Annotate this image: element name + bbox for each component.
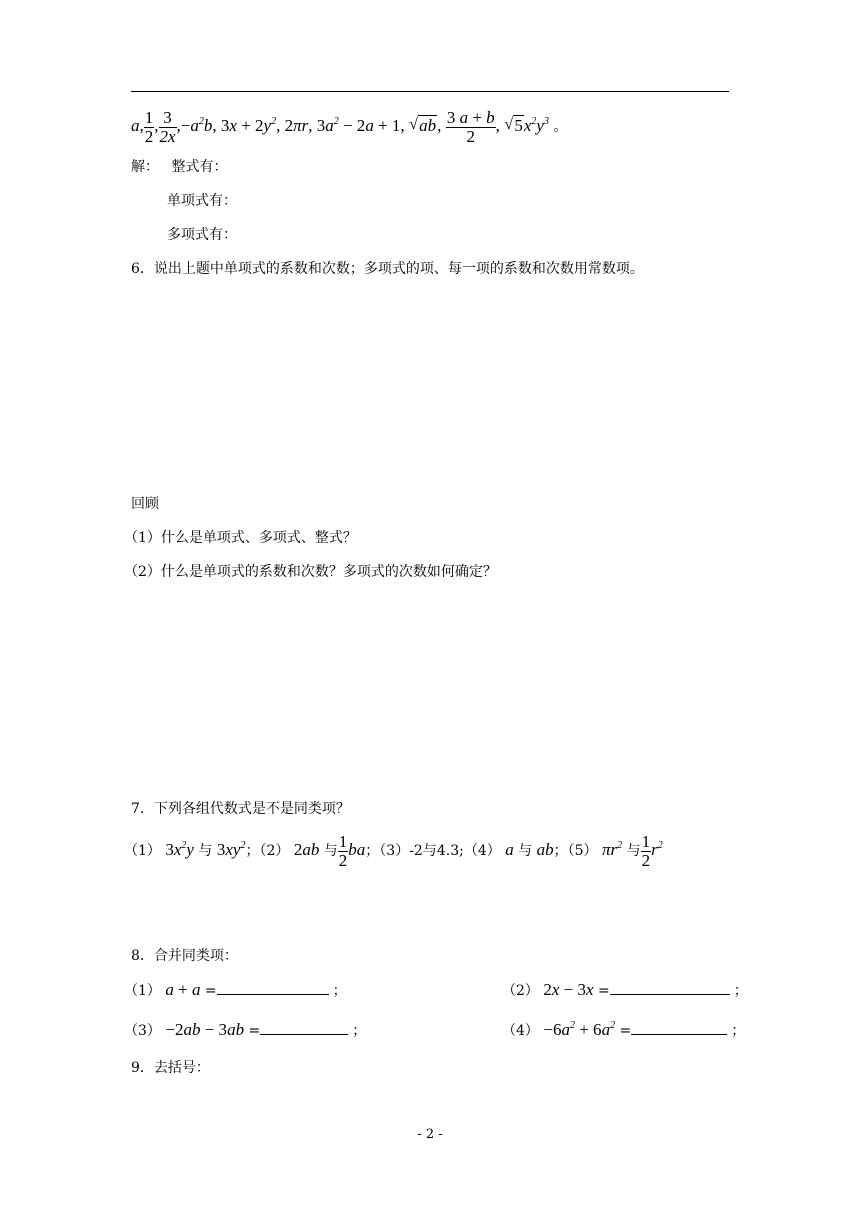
integer-label: 整式有： [171, 159, 228, 175]
expression-list: a, $\frac{1}{2}$ , $\frac{3}{2x}$ $,-a^2b$, $3x + 2y^2$, 2πr, $3a^2 - 2a + 1$, √ ab, $\frac{3 a + b}{2}$ , √ $5x^2y^3$ 。 [131, 106, 567, 147]
question-9: 9．去括号： [131, 1060, 210, 1076]
question-8-part-4: $(4) -6a^2 + 6a^2$ = ； [502, 1020, 746, 1039]
question-7-title: 7．下列各组代数式是不是同类项？ [131, 801, 350, 817]
question-8-part-3: （3） −2ab − 3ab = ； [124, 1020, 367, 1039]
answer-blank[interactable] [610, 981, 730, 995]
question-8-title: 8．合并同类项： [131, 948, 238, 964]
question-8-part-2: （2） 2x − 3x = ； [502, 980, 748, 999]
answer-label: 解： [131, 159, 159, 175]
expression-period: 。 [553, 119, 568, 135]
answer-blank[interactable] [217, 981, 329, 995]
question-6: 6．说出上题中单项式的系数和次数；多项式的项、每一项的系数和次数用常数项。 [131, 261, 644, 277]
answer-label-line [131, 157, 227, 177]
question-7-items: （1） $3x^2y$ 与 $3xy^2$；（2） 2ab 与 $\frac{1}{2}$ ba；（3）-2与4.3;（4） a 与 ab；（5） $\pi r^2$ 与 $\frac{1}{2}$ $r^2$ [124, 831, 663, 870]
review-title: 回顾 [131, 496, 159, 512]
answer-blank[interactable] [260, 1021, 348, 1035]
polynomial-line: 多项式有： [167, 227, 237, 243]
review-item-1: （1）什么是单项式、多项式、整式？ [124, 530, 357, 546]
header-rule [131, 91, 729, 92]
review-item-2: （2）什么是单项式的系数和次数？多项式的次数如何确定？ [124, 564, 497, 580]
answer-blank[interactable] [631, 1021, 727, 1035]
question-8-part-1: （1） a + a = ； [124, 980, 347, 999]
monomial-line: 单项式有： [167, 193, 237, 209]
page-number: - 2 - [417, 1127, 443, 1142]
